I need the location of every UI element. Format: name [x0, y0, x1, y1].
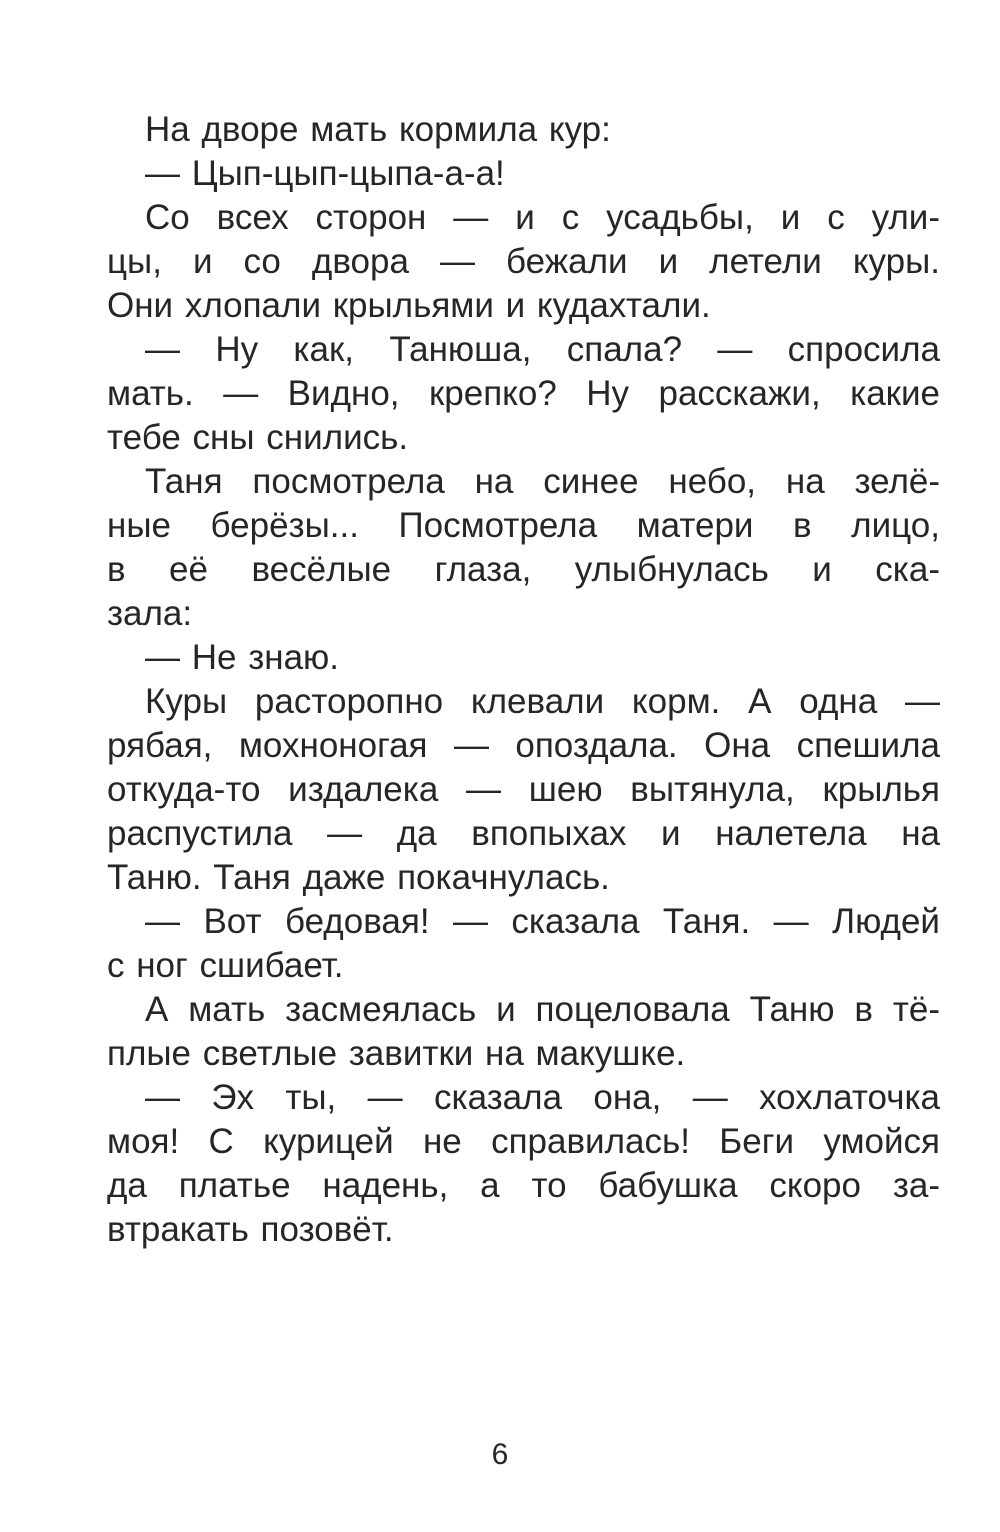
paragraph: [107, 636, 940, 680]
paragraph: [107, 196, 940, 328]
text-line: зала:: [107, 594, 193, 633]
text-line: плые светлые завитки на макушке.: [107, 1034, 686, 1073]
paragraph: [107, 680, 940, 900]
text-line: — Цып-цып-цыпа-а-а!: [145, 154, 505, 193]
text-line: в её весёлые глаза, улыбнулась и ска-: [107, 550, 940, 589]
page-number: 6: [491, 1438, 509, 1471]
text-line: втракать позовёт.: [107, 1210, 394, 1249]
text-line: откуда-то издалека — шею вытянула, крылья: [107, 770, 940, 809]
text-line: рябая, мохноногая — опоздала. Она спешила: [107, 726, 940, 765]
text-line: Куры расторопно клевали корм. А одна —: [145, 682, 940, 721]
text-line: — Эх ты, — сказала она, — хохлаточка: [145, 1078, 940, 1117]
text-line: На дворе мать кормила кур:: [145, 110, 611, 149]
text-line: Со всех сторон — и с усадьбы, и с ули-: [145, 198, 940, 237]
page-body-text: [107, 108, 940, 1252]
paragraph: [107, 152, 940, 196]
text-line: Таню. Таня даже покачнулась.: [107, 858, 610, 897]
text-line: Они хлопали крыльями и кудахтали.: [107, 286, 711, 325]
text-line: тебе сны снились.: [107, 418, 409, 457]
text-line: Таня посмотрела на синее небо, на зелё-: [145, 462, 940, 501]
text-line: с ног сшибает.: [107, 946, 344, 985]
text-line: да платье надень, а то бабушка скоро за-: [107, 1166, 940, 1205]
text-line: мать. — Видно, крепко? Ну расскажи, какие: [107, 374, 940, 413]
text-line: А мать засмеялась и поцеловала Таню в тё-: [145, 990, 940, 1029]
text-line: цы, и со двора — бежали и летели куры.: [107, 242, 940, 281]
paragraph: [107, 900, 940, 988]
text-line: моя! С курицей не справилась! Беги умойся: [107, 1122, 940, 1161]
paragraph: [107, 1076, 940, 1252]
text-line: ные берёзы... Посмотрела матери в лицо,: [107, 506, 940, 545]
text-line: — Не знаю.: [145, 638, 340, 677]
text-line: — Вот бедовая! — сказала Таня. — Людей: [145, 902, 940, 941]
paragraph: [107, 328, 940, 460]
paragraph: [107, 460, 940, 636]
text-line: — Ну как, Танюша, спала? — спросила: [145, 330, 940, 369]
paragraph: [107, 108, 940, 152]
text-line: распустила — да впопыхах и налетела на: [107, 814, 940, 853]
paragraph: [107, 988, 940, 1076]
